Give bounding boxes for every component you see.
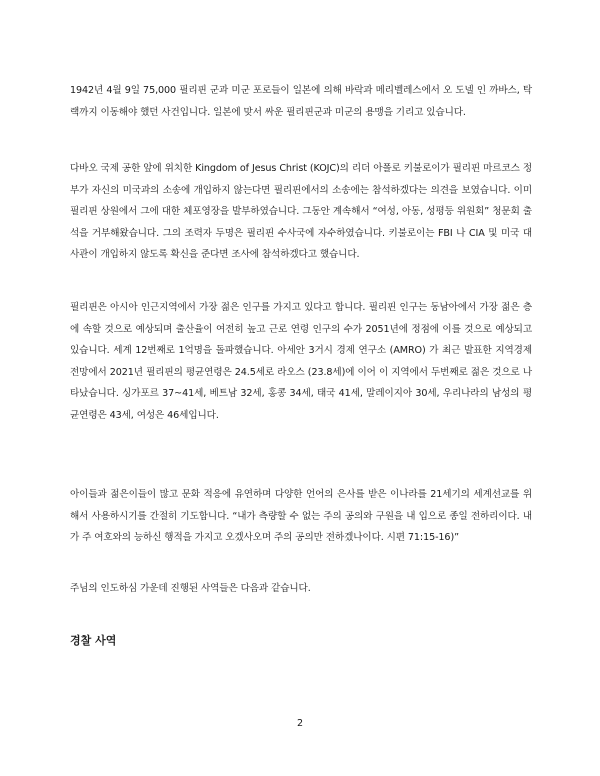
paragraph-young-population: 필리핀은 아시아 인근지역에서 가장 젊은 인구를 가지고 있다고 합니다. 필리핀 인구는 동남아에서 가장 젊은 층에 속할 것으로 예상되며 출산율이 여전히 높고 근로 연령 인구의 수가 2051년에 정점에 이를 것으로 예상되고 있습니다. 세계 12번째로 1억명을 돌파했습니다. 아세안 3거시 경제 연구소 (AMRO) 가 최근 발표한 지역경제 전망에서 2021년 필리핀의 평균연령은 24.5세로 라오스 (23.8세)에 이어 이 지역에서 두번째로 젊은 것으로 나타났습니다. 싱가포르 37~41세, 베트남 32세, 홍콩 34세, 태국 41세, 말레이지아 30세, 우리나라의 남성의 평균연령은 43세, 여성은 46세입니다. bbox=[70, 302, 532, 421]
paragraph-kojc-quiboloy: 다바오 국제 공한 앞에 위치한 Kingdom of Jesus Christ (KOJC)의 리더 아폴로 키불로이가 필리핀 마르코스 정부가 자신의 미국과의 소송에 개입하지 않는다면 필리핀에서의 소송에는 참석하겠다는 의견을 보였습니다. 이미 필리핀 상원에서 그에 대한 체포영장을 발부하였습니다. 그동안 계속해서 “여성, 아동, 성평등 위원회” 청문회 출석을 거부해왔습니다. 그의 조력자 두명은 필리핀 수사국에 자수하였습니다. 키불로이는 FBI 나 CIA 및 미국 대사관이 개입하지 않도록 확신을 준다면 조사에 참석하겠다고 했습니다. bbox=[70, 163, 532, 260]
paragraph-ministry-intro: 주님의 인도하심 가운데 진행된 사역들은 다음과 같습니다. bbox=[70, 583, 311, 594]
paragraph-bataan-death-march: 1942년 4월 9일 75,000 필리핀 군과 미군 포로들이 일본에 의해 바락과 메리벨레스에서 오 도넬 인 까바스, 탁랙까지 이동해야 했던 사건입니다. 일본에 맞서 싸운 필리핀군과 미군의 용맹을 기리고 있습니다. bbox=[70, 85, 532, 118]
paragraph-prayer: 아이들과 젊은이들이 많고 문화 적응에 유연하며 다양한 언어의 은사를 받은 이나라를 21세기의 세계선교를 위해서 사용하시기를 간절히 기도합니다. “내가 측량할 수 없는 주의 공의와 구원을 내 입으로 종일 전하리이다. 내가 주 여호와의 능하신 행적을 가지고 오겠사오며 주의 공의만 전하겠나이다. 시편 71:15-16)” bbox=[70, 489, 532, 543]
page-number: 2 bbox=[296, 718, 304, 729]
section-heading: 경찰 사역 bbox=[70, 634, 117, 647]
